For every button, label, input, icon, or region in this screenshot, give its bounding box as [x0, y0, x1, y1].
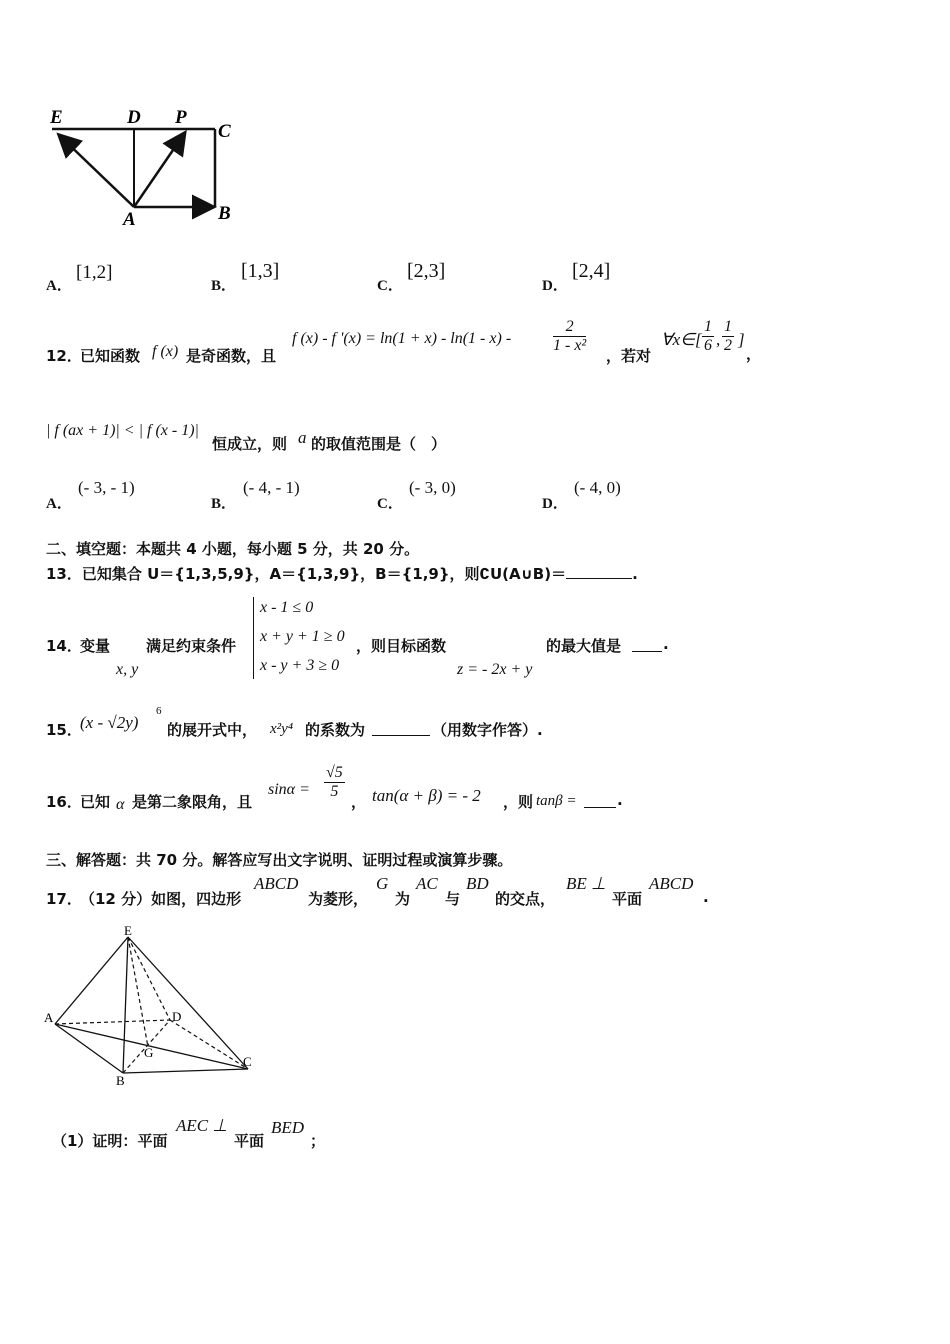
- q16-comma: ，: [351, 793, 367, 811]
- constraint-3: x - y + 3 ≥ 0: [260, 657, 340, 674]
- option-value: [2,4]: [572, 260, 611, 282]
- q16-end: .: [617, 791, 623, 809]
- math-vars: x, y: [116, 661, 139, 678]
- label-E: E: [50, 107, 63, 128]
- option-label: A．: [46, 278, 72, 294]
- numerator: 2: [553, 318, 586, 337]
- q17-text-5: 的交点，: [495, 890, 556, 908]
- q15-text-3: （用数字作答）.: [432, 721, 543, 739]
- math-fx: f (x): [152, 343, 179, 360]
- label-A: A: [123, 209, 136, 230]
- q17-end: .: [703, 888, 709, 906]
- label-A: A: [44, 1010, 54, 1025]
- option-value: (- 3, - 1): [78, 478, 135, 497]
- math-abcd: ABCD: [254, 874, 299, 893]
- math-be-perp: BE ⊥: [566, 874, 606, 893]
- math-bd: BD: [466, 874, 489, 893]
- q17-text-3: 为: [395, 890, 411, 908]
- answer-blank[interactable]: [584, 793, 616, 808]
- question-number: 13．: [46, 565, 82, 583]
- option-value: [1,2]: [76, 262, 113, 283]
- option-value: (- 3, 0): [409, 478, 456, 497]
- figure-vectors: [40, 105, 250, 235]
- label-D: D: [127, 107, 141, 128]
- constraint-2: x + y + 1 ≥ 0: [260, 628, 345, 645]
- q13: [46, 563, 638, 584]
- option-label: B．: [211, 278, 237, 294]
- answer-blank[interactable]: [566, 564, 632, 579]
- option-value: [1,3]: [241, 260, 280, 282]
- math-a: a: [298, 428, 307, 447]
- q15: [46, 705, 746, 745]
- math-fraction: [553, 318, 586, 355]
- option-label: B．: [211, 496, 237, 512]
- q14-end: .: [663, 635, 669, 653]
- option-label: C．: [377, 278, 403, 294]
- label-C: C: [218, 121, 231, 142]
- math-inequality: | f (ax + 1)| < | f (x - 1)|: [46, 422, 199, 439]
- math-sin: sinα =: [268, 781, 310, 798]
- q12-text-4: 恒成立，则: [212, 435, 288, 453]
- q16-text-3: ，则: [503, 793, 534, 811]
- question-number: 14．: [46, 637, 82, 655]
- q12-text-5: 的取值范围是（ ）: [311, 435, 447, 453]
- denominator: 2: [724, 337, 732, 354]
- q15-text-2: 的系数为: [305, 721, 366, 739]
- option-label: D．: [542, 496, 568, 512]
- option-value: (- 4, - 1): [243, 478, 300, 497]
- q17-part1: [52, 1115, 452, 1151]
- q13-end: .: [632, 565, 638, 583]
- fraction-1-6: [702, 318, 714, 355]
- q14: [46, 595, 746, 685]
- section-heading-solutions: 三、解答题：共 70 分。解答应写出文字说明、证明过程或演算步骤。: [46, 851, 513, 869]
- q17: [46, 872, 746, 908]
- label-B: B: [218, 203, 231, 224]
- question-number: 12．: [46, 347, 82, 365]
- option-value: (- 4, 0): [574, 478, 621, 497]
- system-brace: [253, 597, 254, 679]
- numerator: √5: [326, 764, 343, 781]
- label-G: G: [144, 1045, 154, 1060]
- math-term: x²y⁴: [270, 721, 294, 737]
- math-objective: z = - 2x + y: [457, 661, 533, 678]
- math-tan-sum: tan(α + β) = - 2: [372, 786, 481, 805]
- denominator: 6: [704, 337, 712, 354]
- q12-line1: [46, 318, 926, 368]
- label-B: B: [116, 1073, 125, 1088]
- label-P: P: [175, 107, 187, 128]
- fraction-1-2: [722, 318, 734, 355]
- label-C: C: [243, 1054, 252, 1069]
- label-E: E: [124, 925, 132, 938]
- math-tan-beta: tanβ =: [536, 793, 577, 809]
- numerator: 1: [704, 318, 712, 335]
- q16-text-2: 是第二象限角，且: [132, 793, 253, 811]
- part-text-1: （1）证明：平面: [52, 1132, 168, 1150]
- question-number: 17．: [46, 890, 82, 908]
- q17-text-6: 平面: [612, 890, 643, 908]
- constraint-1: x - 1 ≤ 0: [260, 599, 314, 616]
- q14-text-2: 满足约束条件: [146, 637, 237, 655]
- q12-text-1: 已知函数: [80, 347, 141, 365]
- numerator: 1: [724, 318, 732, 335]
- q12-text-2: 是奇函数，且: [186, 347, 277, 365]
- q14-text-1: 变量: [80, 637, 111, 655]
- math-g: G: [376, 874, 389, 893]
- q12-text-3: ，若对: [606, 347, 652, 365]
- denominator: 1 - x²: [553, 337, 587, 354]
- figure-pyramid: [40, 925, 260, 1090]
- q15-text-1: 的展开式中，: [167, 721, 258, 739]
- q12-comma: ，: [746, 345, 762, 363]
- q14-text-4: 的最大值是: [546, 637, 622, 655]
- answer-blank[interactable]: [632, 637, 662, 652]
- q16-text-1: 已知: [80, 793, 111, 811]
- math-ac: AC: [416, 874, 438, 893]
- q12-line2: [46, 420, 646, 452]
- answer-blank[interactable]: [372, 721, 430, 736]
- option-label: A．: [46, 496, 72, 512]
- part-end: ；: [310, 1132, 326, 1150]
- math-forall: ∀x∈[: [661, 330, 702, 349]
- q17-text-2: 为菱形，: [308, 890, 369, 908]
- option-label: D．: [542, 278, 568, 294]
- q13-text: 已知集合 U＝{1,3,5,9}，A＝{1,3,9}，B＝{1,9}，则∁U(A∪B)＝: [81, 565, 567, 583]
- math-alpha: α: [116, 796, 125, 813]
- fraction-sqrt5-5: [324, 764, 345, 801]
- bracket-close: ]: [738, 330, 745, 349]
- q14-text-3: ，则目标函数: [356, 637, 447, 655]
- math-bed: BED: [271, 1118, 305, 1137]
- label-D: D: [172, 1009, 182, 1024]
- q17-text-4: 与: [445, 890, 461, 908]
- option-label: C．: [377, 496, 403, 512]
- option-value: [2,3]: [407, 260, 446, 282]
- math-binomial: (x - √2y): [80, 713, 139, 732]
- math-abcd-2: ABCD: [649, 874, 694, 893]
- question-number: 15．: [46, 721, 82, 739]
- math-exponent: 6: [156, 705, 162, 717]
- question-number: 16．: [46, 793, 82, 811]
- section-heading-fill-in: 二、填空题：本题共 4 小题，每小题 5 分，共 20 分。: [46, 540, 420, 558]
- math-equation: f (x) - f '(x) = ln(1 + x) - ln(1 - x) -: [292, 330, 512, 347]
- comma-sep: ,: [716, 330, 721, 349]
- q17-text-1: （12 分）如图，四边形: [80, 890, 242, 908]
- part-text-2: 平面: [234, 1132, 265, 1150]
- math-aec-perp: AEC ⊥: [176, 1116, 228, 1135]
- denominator: 5: [330, 783, 339, 800]
- q16: [46, 762, 746, 816]
